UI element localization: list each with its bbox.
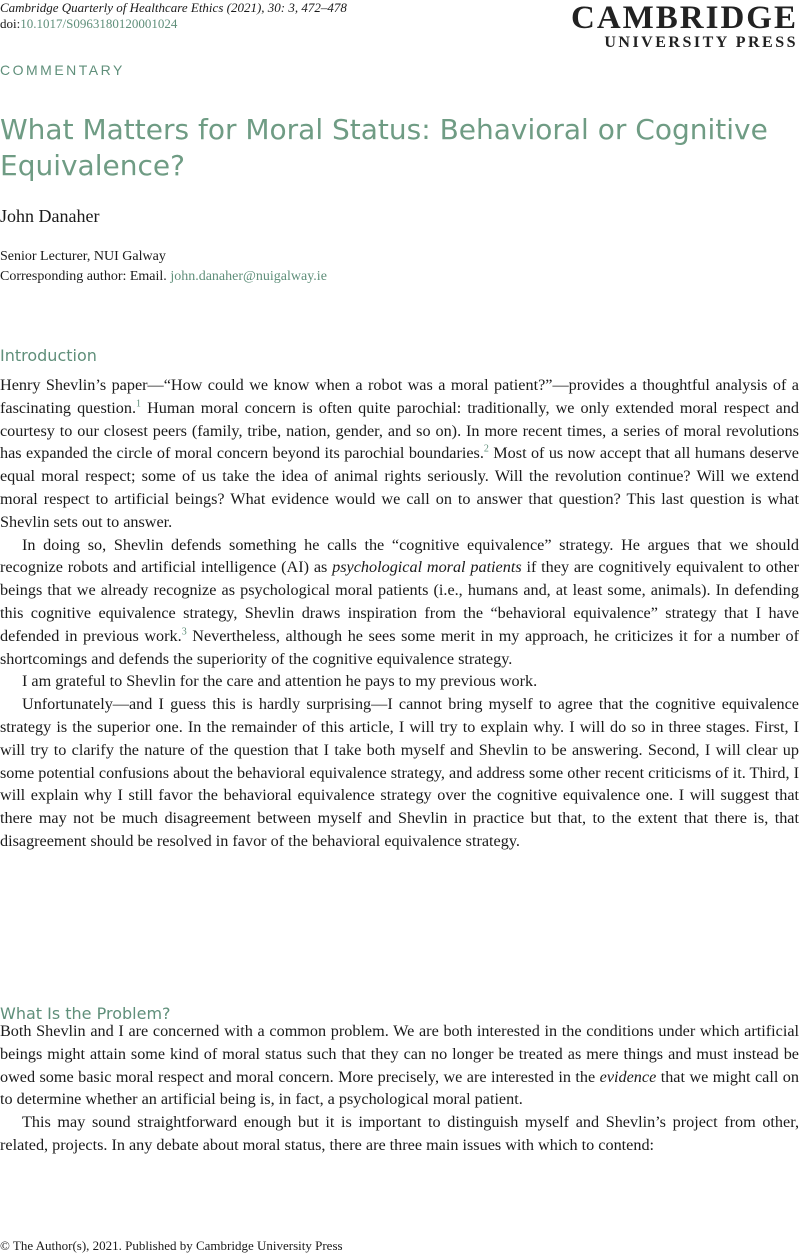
doi-link[interactable]: 10.1017/S0963180120001024: [20, 16, 178, 31]
email-link[interactable]: john.danaher@nuigalway.ie: [170, 269, 327, 284]
author-affiliation-block: [0, 247, 327, 287]
paragraph: [0, 374, 799, 534]
paragraph: This may sound straightforward enough but it is important to distinguish myself and Shevlin’s project from other, related, projects. In any debate about moral status, there are three main issues with which to contend:: [0, 1113, 799, 1154]
text-run: Human moral concern is often quite parochial: traditionally, we only extended moral respect and courtesy to our closest peers (family, tribe, nation, gender, and so on). In more recent times, a series of moral revolutions has expanded the circle of moral concern beyond its parochial boundaries.: [0, 398, 799, 463]
journal-citation: Cambridge Quarterly of Healthcare Ethics (2021), 30: 3, 472–478: [0, 0, 347, 15]
logo-line1: CAMBRIDGE: [570, 0, 798, 36]
affiliation: Senior Lecturer, NUI Galway: [0, 249, 166, 264]
heading-problem: What Is the Problem?: [0, 1004, 171, 1023]
footnote-ref-3[interactable]: 3: [181, 626, 187, 638]
doi-prefix: doi:: [0, 16, 21, 31]
article-title: What Matters for Moral Status: Behavioral or Cognitive Equivalence?: [0, 113, 768, 182]
text-run: In doing so, Shevlin defends something he calls the “cognitive equivalence” strategy. He argues that we should recognize robots and artificial intelligence (AI) as: [0, 535, 799, 577]
doi-line: [0, 16, 347, 32]
text-run: Henry Shevlin’s paper—“How could we know when a robot was a moral patient?”—provides a thoughtful analysis of a fascinating question.: [0, 376, 799, 417]
corresponding-author: [0, 267, 327, 287]
text-run: that we might call on to determine whether an artificial being is, in fact, a psychological moral patient.: [0, 1067, 799, 1109]
text-run: Most of us now accept that all humans deserve equal moral respect; some of us take the idea of animal rights seriously. Will the revolution continue? Will we extend moral respect to artificial beings? What evidence would we call on to answer that question? This last question is what Shevlin sets out to answer.: [0, 444, 799, 531]
article-type: COMMENTARY: [0, 62, 125, 78]
author-name: John Danaher: [0, 206, 100, 226]
paragraph: Unfortunately—and I guess this is hardly surprising—I cannot bring myself to agree that the cognitive equivalence strategy is the superior one. In the remainder of this article, I will try to explain why. I will do so in three stages. First, I will try to clarify the nature of the question that I take both myself and Shevlin to be answering. Second, I will clear up some potential confusions about the behavioral equivalence strategy, and address some other recent criticisms of it. Third, I will explain why I still favor the behavioral equivalence strategy over the cognitive equivalence one. I will suggest that there may not be much disagreement between myself and Shevlin in practice but that, to the extent that there is, that disagreement should be resolved in favor of the behavioral equivalence strategy.: [0, 695, 799, 850]
publisher-logo: [571, 2, 798, 52]
paragraph: [0, 1020, 799, 1111]
emphasis: psychological moral patients: [332, 558, 522, 577]
text-run: if they are cognitively equivalent to other beings that we already recognize as psychological moral patients (i.e., humans and, at least some, animals). In defending this cognitive equivalence strategy, Shevlin draws inspiration from the “behavioral equivalence” strategy that I have defended in previous work.: [0, 558, 799, 645]
copyright-footer: © The Author(s), 2021. Published by Cambridge University Press: [0, 1238, 343, 1253]
text-run: Nevertheless, although he sees some merit in my approach, he criticizes it for a number of shortcomings and defends the superiority of the cognitive equivalence strategy.: [0, 626, 799, 668]
paragraph: [0, 534, 799, 671]
footnote-ref-1[interactable]: 1: [136, 398, 141, 410]
footnote-ref-2[interactable]: 2: [483, 444, 489, 455]
introduction-body: [0, 374, 799, 853]
running-header: [0, 0, 347, 32]
problem-body: [0, 1020, 799, 1157]
corresponding-label: Corresponding author: Email.: [0, 269, 167, 284]
paragraph: I am grateful to Shevlin for the care and attention he pays to my previous work.: [22, 672, 538, 691]
heading-introduction: Introduction: [0, 346, 97, 365]
emphasis: evidence: [599, 1067, 657, 1086]
text-run: Both Shevlin and I are concerned with a common problem. We are both interested in the conditions under which artificial beings might attain some kind of moral status such that they can no longer be treated as mere things and must instead be owed some basic moral respect and moral concern. More precisely, we are interested in the: [0, 1022, 799, 1086]
logo-line2: UNIVERSITY PRESS: [604, 34, 798, 51]
